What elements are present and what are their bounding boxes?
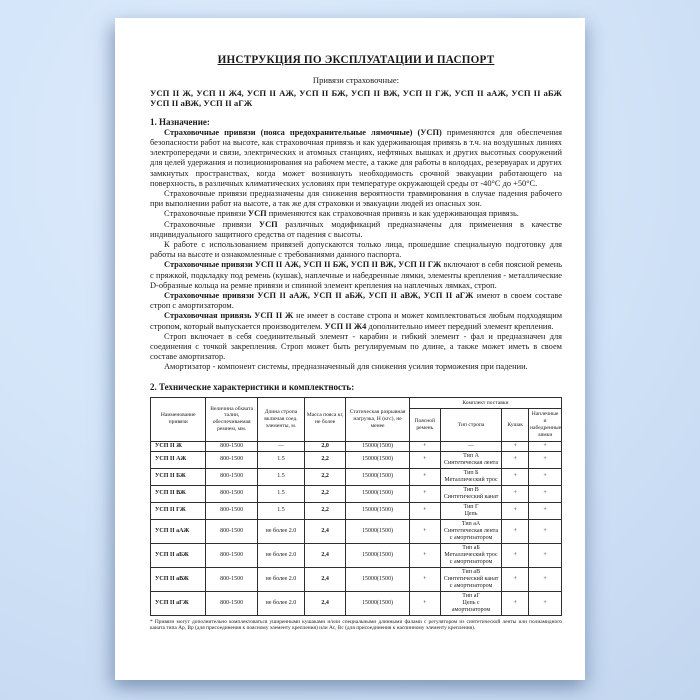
strap-type-label: Тип Б [463, 469, 479, 476]
cell-waist: 800-1500 [206, 591, 257, 615]
header-length: Длина стропа включая соед. элементы, м. [257, 397, 304, 441]
cell-name: УСП II аВЖ [151, 567, 206, 591]
cell-strap-type [440, 567, 502, 591]
cell-mass: 2,4 [305, 567, 346, 591]
header-sash: Кушак [502, 409, 529, 441]
cell-strap-type [440, 485, 502, 502]
cell-static-load: 15000(1500) [346, 502, 410, 519]
header-mass: Масса пояса кг, не более [305, 397, 346, 441]
cell-name: УСП II Ж [151, 441, 206, 451]
cell-sash: + [502, 451, 529, 468]
cell-belt: + [409, 567, 440, 591]
table-row [151, 468, 562, 485]
cell-name: УСП II аГЖ [151, 591, 206, 615]
paragraph-lead: Страховочные привязи УСП II аАЖ, УСП II аБЖ, УСП II аВЖ, УСП II аГЖ [164, 291, 474, 301]
paragraph-usage [150, 209, 562, 219]
header-straps: Наплечные и набедренные лямки [529, 409, 562, 441]
cell-straps: + [529, 591, 562, 615]
paragraph-absorber [150, 362, 562, 372]
model-list: УСП II Ж, УСП II Ж4, УСП II АЖ, УСП II БЖ, УСП II ВЖ, УСП II ГЖ, УСП II аАЖ, УСП II аБЖ УСП II аВЖ, УСП II аГЖ [150, 88, 562, 109]
cell-belt: + [409, 468, 440, 485]
paragraph-text: различных модификаций предназначены для применения в качестве индивидуального защитного средства от падения с высоты. [150, 219, 562, 239]
cell-strap-type [440, 543, 502, 567]
paragraph-lead: Страховочная привязь УСП II Ж [164, 311, 294, 321]
cell-length: — [257, 441, 304, 451]
cell-belt: + [409, 502, 440, 519]
cell-waist: 800-1500 [206, 441, 257, 451]
paragraph-text: К работе с использованием привязей допускаются только лица, прошедшие специальную подготовку для работы на высоте и ознакомленные с требованиями данного паспорта. [150, 240, 562, 260]
paragraph-text: не имеет в составе стропа и может комплектоваться любым подходящим стропом, который выпускается производителем. [150, 311, 562, 331]
paragraph-bold: УСП [247, 209, 267, 219]
cell-waist: 800-1500 [206, 502, 257, 519]
strap-type-label: — [468, 442, 475, 449]
paragraph-text: Амортизатор - компонент системы, предназначенный для снижения усилия торможения при падении. [164, 362, 528, 372]
spec-table [150, 397, 562, 616]
cell-waist: 800-1500 [206, 468, 257, 485]
table-row [151, 567, 562, 591]
cell-length: 1.5 [257, 502, 304, 519]
header-name: Наименование привязи [151, 397, 206, 441]
cell-belt: + [409, 543, 440, 567]
cell-length: 1.5 [257, 485, 304, 502]
strap-type-desc: Синтетическая лента [444, 459, 499, 466]
cell-strap-type [440, 519, 502, 543]
paragraph-lead: Страховочные привязи УСП II АЖ, УСП II БЖ, УСП II ВЖ, УСП II ГЖ [164, 260, 442, 270]
paragraph-training [150, 240, 562, 260]
header-belt: Поясной ремень [409, 409, 440, 441]
paragraph-text: Страховочные привязи предназначены для снижения вероятности травмирования в случае падения рабочего при выполнении работ на высоте, а так же для страховки и эвакуации людей из опасных зон. [150, 189, 562, 209]
cell-straps: + [529, 468, 562, 485]
strap-type-label: Тип аА [461, 520, 481, 527]
cell-waist: 800-1500 [206, 567, 257, 591]
cell-length: не более 2.0 [257, 567, 304, 591]
cell-waist: 800-1500 [206, 543, 257, 567]
cell-mass: 2,2 [305, 502, 346, 519]
cell-sash: + [502, 468, 529, 485]
paragraph-bold: УСП II Ж4 [324, 321, 367, 331]
table-footnote: * Привязи могут дополнительно комплектоваться уширенными кушаками и/или специальными длинными фалами с регулятором из синтетической ленты или полиамидного каната типа Ар, Вр (для присоединения к поясному элементу крепления) или Ас, Вс (для присоединения к наспинному элементу крепления). [150, 618, 562, 632]
cell-sash: + [502, 591, 529, 615]
cell-name: УСП II аАЖ [151, 519, 206, 543]
cell-straps: + [529, 502, 562, 519]
strap-type-label: Тип В [463, 486, 479, 493]
strap-type-label: Тип Г [463, 503, 479, 510]
strap-type-desc: Синтетический канат [443, 493, 499, 500]
cell-length: не более 2.0 [257, 591, 304, 615]
cell-sash: + [502, 441, 529, 451]
cell-belt: + [409, 451, 440, 468]
paragraph-text: имеют в своем составе строп с амортизатором. [150, 291, 562, 311]
paragraph-lead: Страховочные привязи (пояса предохранительные лямочные) (УСП) [164, 127, 442, 137]
paragraph-text: Страховочные привязи [164, 209, 248, 219]
cell-sash: + [502, 502, 529, 519]
cell-sash: + [502, 485, 529, 502]
table-row [151, 451, 562, 468]
strap-type-label: Тип А [463, 452, 479, 459]
cell-belt: + [409, 519, 440, 543]
paragraph-modifications [150, 220, 562, 240]
cell-name: УСП II АЖ [151, 451, 206, 468]
cell-strap-type [440, 468, 502, 485]
paragraph-text: применяются как страховочная привязь и как удерживающая привязь. [266, 209, 519, 219]
cell-belt: + [409, 485, 440, 502]
table-row [151, 591, 562, 615]
document-page [115, 18, 585, 680]
cell-mass: 2,0 [305, 441, 346, 451]
strap-type-desc: Металлический трос с амортизатором [444, 551, 498, 565]
header-static-load: Статическая разрывная нагрузка, Н (кгс), не менее [346, 397, 410, 441]
paragraph-risk [150, 189, 562, 209]
header-kit: Комплект поставки [409, 397, 561, 409]
paragraph-text: включают в себя поясной ремень с пряжкой, подкладку под ремень (кушак), наплечные и набедренные лямки, элементы крепления - металлические D-образные кольца на ремне привязи и спинной элемент крепления на наплечных лямках, строп. [150, 260, 562, 290]
cell-straps: + [529, 485, 562, 502]
cell-sash: + [502, 567, 529, 591]
cell-name: УСП II ВЖ [151, 485, 206, 502]
cell-mass: 2,2 [305, 451, 346, 468]
cell-static-load: 15000(1500) [346, 485, 410, 502]
table-header-row [151, 397, 562, 409]
table-row [151, 441, 562, 451]
strap-type-desc: Цепь [464, 510, 478, 517]
section2-heading: 2. Технические характеристики и комплектность: [150, 381, 355, 392]
paragraph-components [150, 260, 562, 291]
table-row [151, 519, 562, 543]
cell-static-load: 15000(1500) [346, 441, 410, 451]
cell-waist: 800-1500 [206, 519, 257, 543]
strap-type-desc: Цепь с амортизатором [451, 599, 491, 613]
cell-straps: + [529, 519, 562, 543]
paragraph-bold: УСП [258, 219, 278, 229]
cell-static-load: 15000(1500) [346, 468, 410, 485]
cell-length: не более 2.0 [257, 519, 304, 543]
cell-mass: 2,2 [305, 485, 346, 502]
cell-sash: + [502, 519, 529, 543]
paragraph-text: дополнительно имеет передний элемент крепления. [366, 321, 554, 331]
paragraph-text: применяются для обеспечения безопасности работ на высоте, как страховочная привязь и как удерживающая привязь в т.ч. на воздушных линиях электропередачи и связи, электрических и атомных станциях, нефтяных вышках и других высотных сооружений для целей удержания и позиционирования на рабочем месте, а также для работы в колодцах, резервуарах и других замкнутых пространствах, когда может возникнуть необходимость срочной эвакуации работающего на поверхность, в различных климатических условиях при температуре окружающей среды от -40°С до +50°С. [150, 127, 562, 188]
paragraph-text: Страховочные привязи [164, 219, 259, 229]
cell-name: УСП II ГЖ [151, 502, 206, 519]
cell-length: 1.5 [257, 468, 304, 485]
document-subtitle: Привязи страховочные: [312, 75, 400, 85]
cell-mass: 2,4 [305, 519, 346, 543]
cell-name: УСП II аБЖ [151, 543, 206, 567]
cell-length: 1.5 [257, 451, 304, 468]
section1-heading: 1. Назначение: [150, 116, 210, 127]
cell-mass: 2,2 [305, 468, 346, 485]
cell-straps: + [529, 567, 562, 591]
table-row [151, 543, 562, 567]
strap-type-label: Тип аГ [462, 592, 480, 599]
cell-waist: 800-1500 [206, 485, 257, 502]
cell-straps: + [529, 451, 562, 468]
table-row [151, 502, 562, 519]
strap-type-label: Тип аБ [462, 544, 480, 551]
cell-strap-type [440, 502, 502, 519]
strap-type-desc: Синтетическая лента с амортизатором [444, 527, 499, 541]
strap-type-label: Тип аВ [461, 568, 481, 575]
cell-static-load: 15000(1500) [346, 451, 410, 468]
paragraph-text: Строп включает в себя соединительный элемент - карабин и гибкий элемент - фал и предназначен для соединения с точкой закрепления. Строп может быть регулируемым по длине, а также может иметь в своем составе амортизатор. [150, 331, 562, 362]
cell-static-load: 15000(1500) [346, 567, 410, 591]
cell-strap-type [440, 591, 502, 615]
cell-length: не более 2.0 [257, 543, 304, 567]
cell-straps: + [529, 441, 562, 451]
paragraph-sling [150, 332, 562, 363]
cell-sash: + [502, 543, 529, 567]
strap-type-desc: Синтетический канат с амортизатором [443, 575, 499, 589]
cell-mass: 2,4 [305, 543, 346, 567]
paragraph-absorber-models [150, 291, 562, 311]
cell-static-load: 15000(1500) [346, 543, 410, 567]
cell-belt: + [409, 591, 440, 615]
cell-waist: 800-1500 [206, 451, 257, 468]
cell-mass: 2,4 [305, 591, 346, 615]
strap-type-desc: Металлический трос [444, 476, 498, 483]
header-strap-type: Тип стропа [440, 409, 502, 441]
paragraph-purpose [150, 128, 562, 189]
paragraph-no-sling [150, 311, 562, 331]
cell-static-load: 15000(1500) [346, 519, 410, 543]
document-title: ИНСТРУКЦИЯ ПО ЭКСПЛУАТАЦИИ И ПАСПОРТ [217, 54, 495, 66]
cell-name: УСП II БЖ [151, 468, 206, 485]
header-waist: Величина обхвата талии, обеспечиваемая ремнем, мм. [206, 397, 257, 441]
cell-straps: + [529, 543, 562, 567]
table-row [151, 485, 562, 502]
cell-belt: + [409, 441, 440, 451]
cell-strap-type [440, 451, 502, 468]
cell-static-load: 15000(1500) [346, 591, 410, 615]
cell-strap-type [440, 441, 502, 451]
